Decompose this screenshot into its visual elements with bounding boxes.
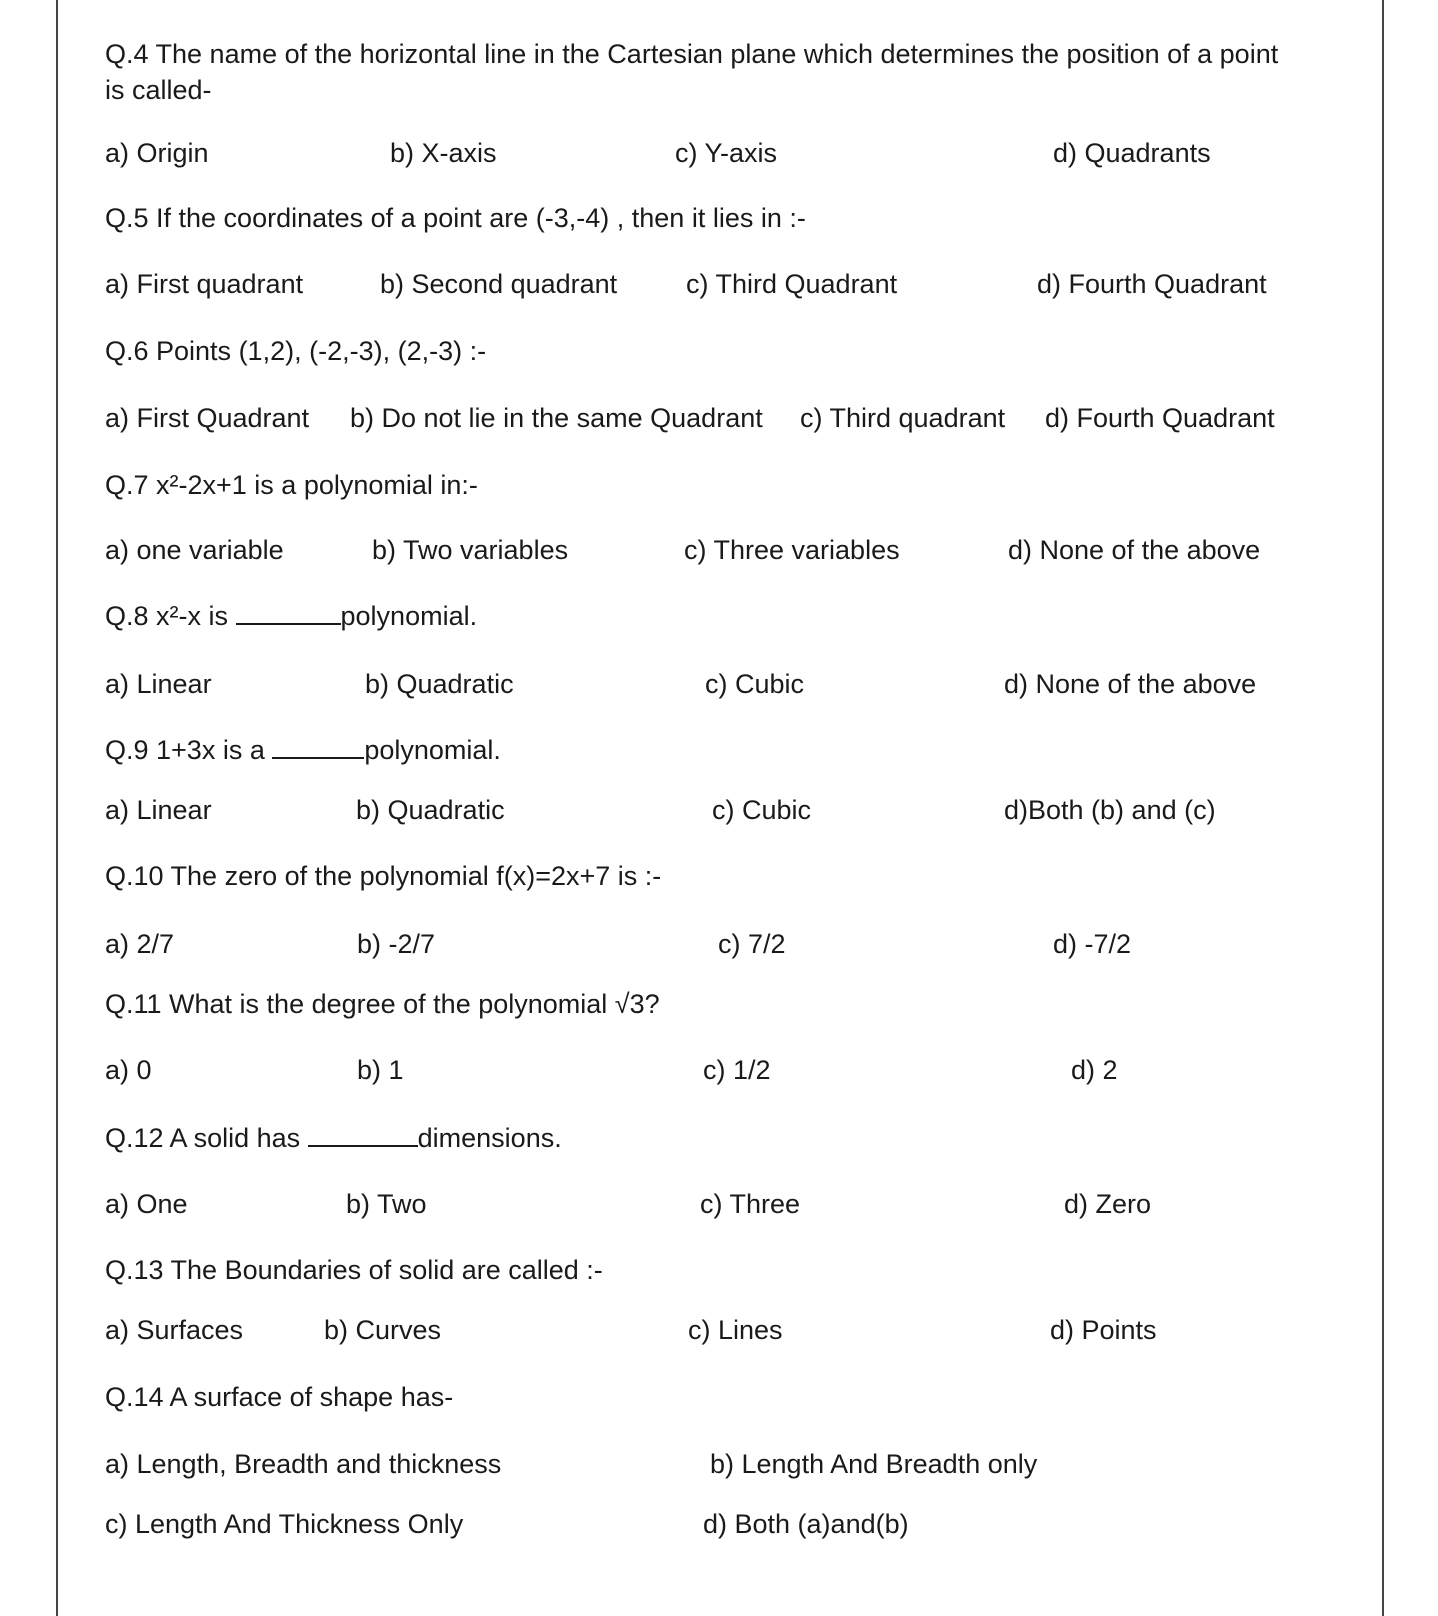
question-7-option-a: a) one variable <box>105 535 284 565</box>
question-11-option-d: d) 2 <box>1071 1055 1118 1085</box>
question-12-answer-blank <box>308 1123 418 1147</box>
question-10-option-b: b) -2/7 <box>357 929 436 959</box>
question-5-option-b: b) Second quadrant <box>380 269 618 299</box>
question-9-option-d: d)Both (b) and (c) <box>1004 795 1216 825</box>
question-7-text: Q.7 x²-2x+1 is a polynomial in:- <box>105 470 478 500</box>
question-7-option-d: d) None of the above <box>1008 535 1261 565</box>
question-12-option-b: b) Two <box>346 1189 427 1219</box>
question-10-option-d: d) -7/2 <box>1053 929 1132 959</box>
question-6-option-a: a) First Quadrant <box>105 403 310 433</box>
question-6-text: Q.6 Points (1,2), (-2,-3), (2,-3) :- <box>105 336 487 366</box>
question-4-text-line1: Q.4 The name of the horizontal line in the Cartesian plane which determines the position of a point <box>105 39 1279 69</box>
question-14-option-b: b) Length And Breadth only <box>710 1449 1038 1479</box>
question-7-option-b: b) Two variables <box>372 535 569 565</box>
question-12-option-d: d) Zero <box>1064 1189 1152 1219</box>
question-4-option-a: a) Origin <box>105 138 209 168</box>
question-12-option-a: a) One <box>105 1189 188 1219</box>
question-11-text: Q.11 What is the degree of the polynomial √3? <box>105 989 660 1019</box>
question-4-text-line2: is called- <box>105 75 212 105</box>
question-5-option-c: c) Third Quadrant <box>686 269 898 299</box>
question-6-option-d: d) Fourth Quadrant <box>1045 403 1275 433</box>
question-5-option-d: d) Fourth Quadrant <box>1037 269 1267 299</box>
question-13-text: Q.13 The Boundaries of solid are called :- <box>105 1255 603 1285</box>
question-12-text <box>105 1120 562 1156</box>
question-4-option-b: b) X-axis <box>390 138 497 168</box>
question-9-option-a: a) Linear <box>105 795 212 825</box>
question-13-option-a: a) Surfaces <box>105 1315 244 1345</box>
question-7-option-c: c) Three variables <box>684 535 900 565</box>
question-10-text: Q.10 The zero of the polynomial f(x)=2x+7 is :- <box>105 861 662 891</box>
question-12-text-after: dimensions. <box>417 1123 562 1153</box>
question-5-text: Q.5 If the coordinates of a point are (-3,-4) , then it lies in :- <box>105 203 806 233</box>
question-13-option-c: c) Lines <box>688 1315 783 1345</box>
question-12-text-before: Q.12 A solid has <box>105 1123 308 1153</box>
question-8-answer-blank <box>236 601 341 625</box>
question-11-option-a: a) 0 <box>105 1055 152 1085</box>
question-6-option-b: b) Do not lie in the same Quadrant <box>350 403 763 433</box>
question-8-text <box>105 598 477 634</box>
question-11-option-c: c) 1/2 <box>703 1055 771 1085</box>
question-10-option-a: a) 2/7 <box>105 929 175 959</box>
question-8-text-before: Q.8 x²-x is <box>105 601 236 631</box>
question-14-option-d: d) Both (a)and(b) <box>703 1509 909 1539</box>
question-14-option-a: a) Length, Breadth and thickness <box>105 1449 502 1479</box>
question-8-option-a: a) Linear <box>105 669 212 699</box>
question-13-option-b: b) Curves <box>324 1315 442 1345</box>
question-14-text: Q.14 A surface of shape has- <box>105 1382 454 1412</box>
question-9-text <box>105 732 501 768</box>
question-14-option-c: c) Length And Thickness Only <box>105 1509 464 1539</box>
question-4-option-c: c) Y-axis <box>675 138 778 168</box>
question-12-option-c: c) Three <box>700 1189 801 1219</box>
question-9-answer-blank <box>272 735 364 759</box>
question-9-option-c: c) Cubic <box>712 795 812 825</box>
question-8-option-c: c) Cubic <box>705 669 805 699</box>
question-13-option-d: d) Points <box>1050 1315 1157 1345</box>
question-5-option-a: a) First quadrant <box>105 269 304 299</box>
question-9-text-after: polynomial. <box>364 735 501 765</box>
question-8-option-b: b) Quadratic <box>365 669 514 699</box>
question-8-text-after: polynomial. <box>340 601 478 631</box>
question-4-option-d: d) Quadrants <box>1053 138 1211 168</box>
question-10-option-c: c) 7/2 <box>718 929 786 959</box>
question-9-text-before: Q.9 1+3x is a <box>105 735 273 765</box>
question-11-option-b: b) 1 <box>357 1055 404 1085</box>
question-6-option-c: c) Third quadrant <box>800 403 1006 433</box>
question-8-option-d: d) None of the above <box>1004 669 1257 699</box>
question-9-option-b: b) Quadratic <box>356 795 505 825</box>
